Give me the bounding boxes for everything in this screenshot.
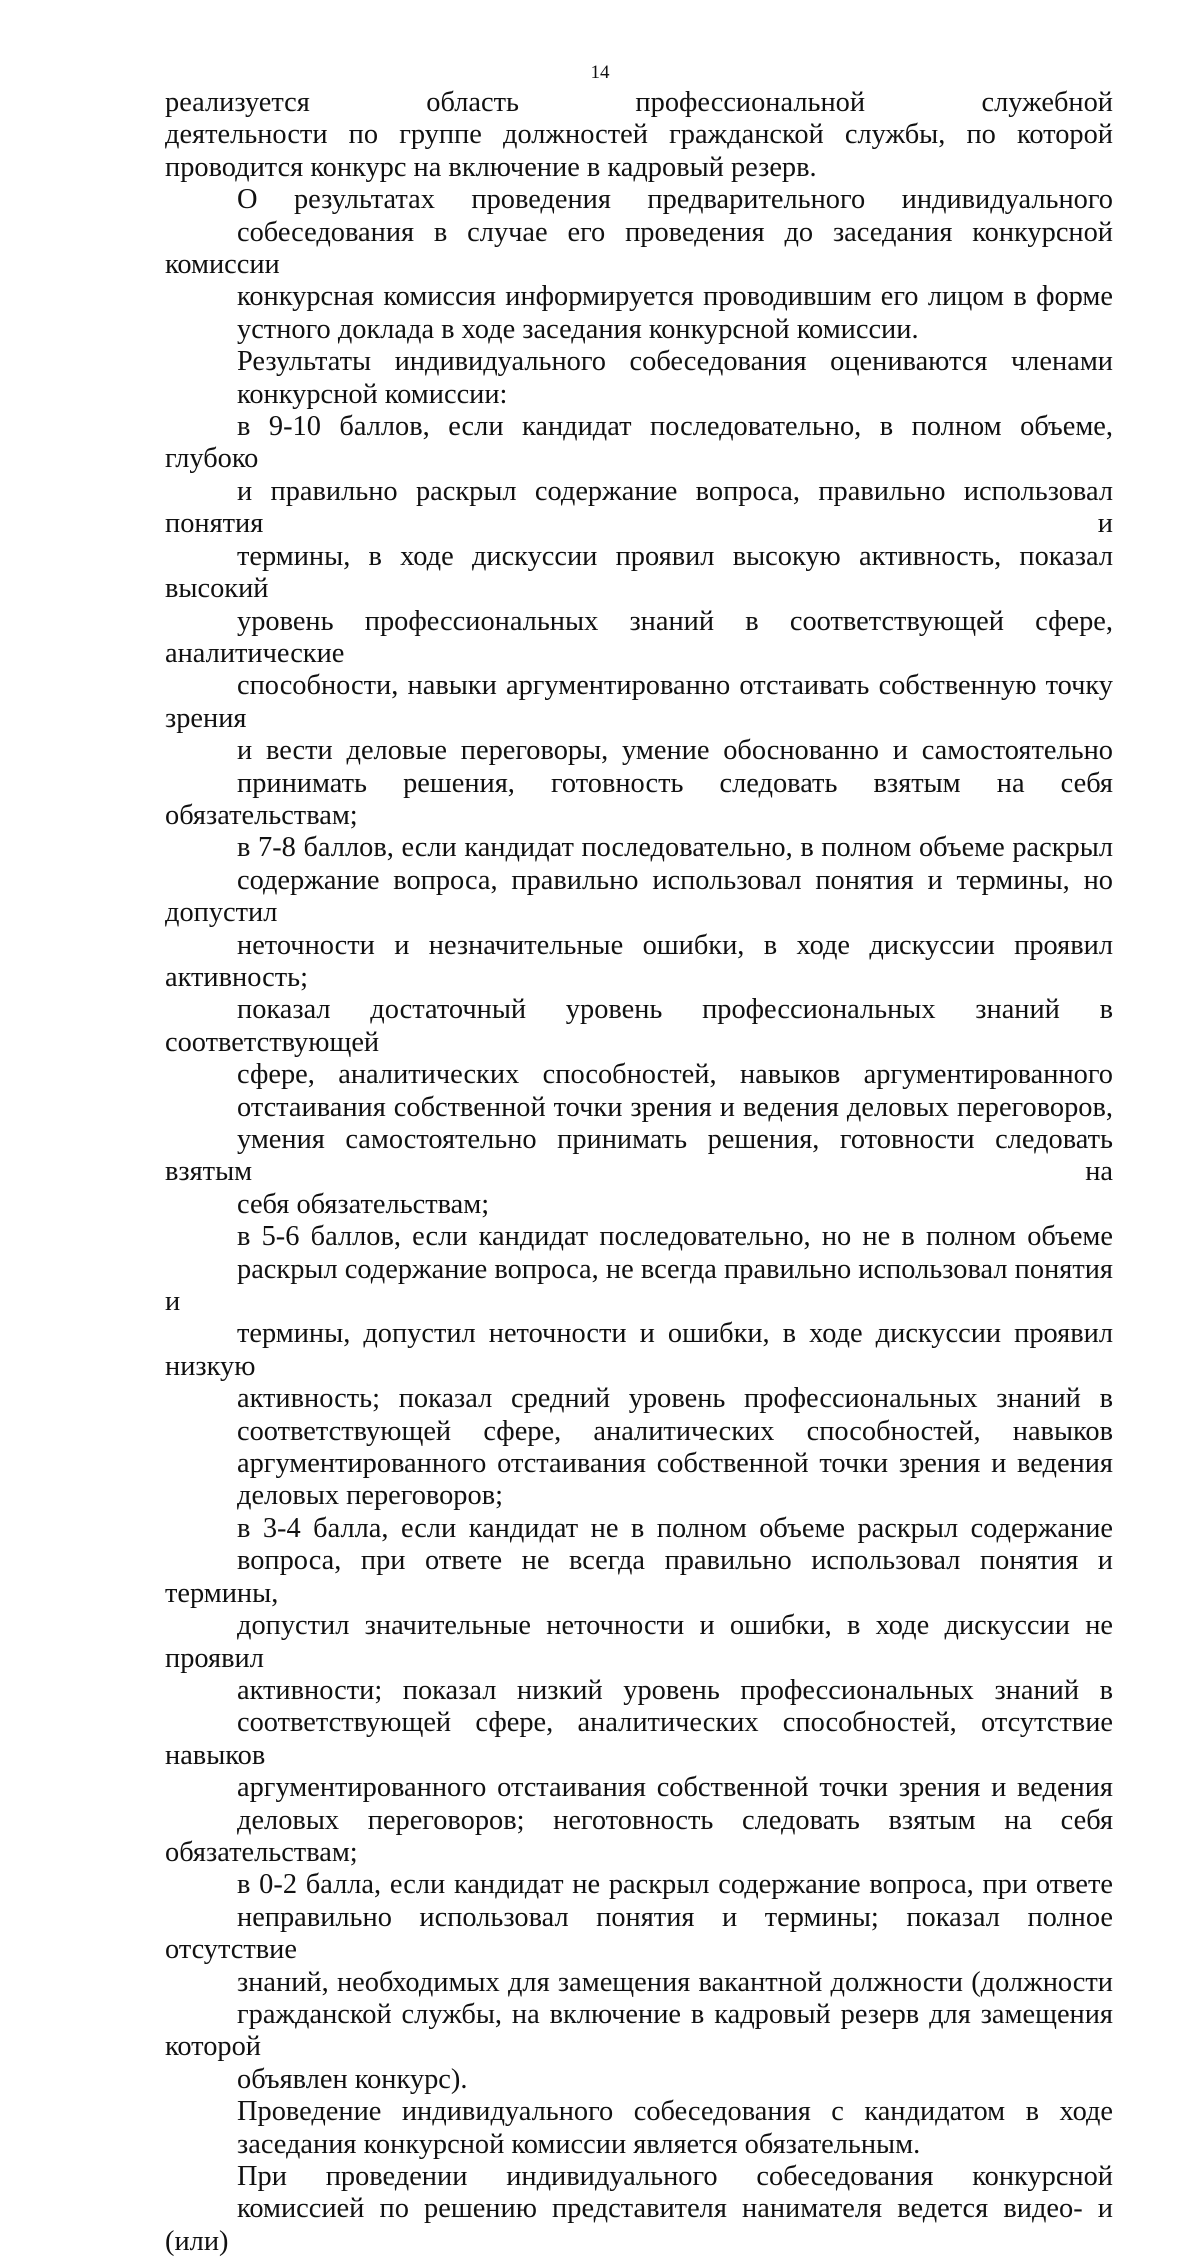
paragraph [165,1869,1113,2096]
text-line: в 5-6 баллов, если кандидат последовательно, но не в полном объеме [237,1221,1113,1253]
text-line: При проведении индивидуального собеседования конкурсной [237,2161,1113,2192]
document-body [165,87,1113,2258]
text-line: себя обязательствам; [237,1188,490,1220]
text-line: активность; показал средний уровень профессиональных знаний в [237,1383,1113,1415]
text-line: деловых переговоров; неготовность следовать взятым на себя обязательствам; [165,1804,1113,1868]
text-line: соответствующей сфере, аналитических способностей, отсутствие навыков [165,1707,1113,1771]
text-line: отстаивания собственной точки зрения и ведения деловых переговоров, [237,1091,1113,1123]
paragraph [165,1221,1113,1513]
text-line: в 0-2 балла, если кандидат не раскрыл содержание вопроса, при ответе [237,1869,1113,1901]
text-line: гражданской службы, на включение в кадровый резерв для замещения которой [165,1998,1113,2063]
text-line: конкурсная комиссия информируется проводившим его лицом в форме [237,281,1113,313]
text-line: соответствующей сфере, аналитических способностей, навыков [237,1415,1113,1447]
text-line: и правильно раскрыл содержание вопроса, правильно использовал понятия и [165,475,1113,540]
text-line: проводится конкурс на включение в кадровый резерв. [165,151,817,183]
text-line: объявлен конкурс). [237,2063,468,2095]
text-line: собеседования в случае его проведения до заседания конкурсной комиссии [165,216,1113,281]
text-line: в 3-4 балла, если кандидат не в полном объеме раскрыл содержание [237,1512,1113,1544]
text-line: активности; показал низкий уровень профессиональных знаний в [237,1674,1113,1706]
paragraph [165,346,1113,411]
text-line: Проведение индивидуального собеседования с кандидатом в ходе [237,2096,1113,2128]
text-line: уровень профессиональных знаний в соответствующей сфере, аналитические [165,605,1113,669]
text-line: в 9-10 баллов, если кандидат последовательно, в полном объеме, глубоко [165,411,1113,475]
paragraph [165,87,1113,184]
paragraph [165,832,1113,1221]
text-line: термины, допустил неточности и ошибки, в ходе дискуссии проявил низкую [165,1318,1113,1382]
text-line: О результатах проведения предварительного индивидуального [237,184,1113,216]
text-line: комиссией по решению представителя нанимателя ведется видео- и (или) [165,2193,1113,2257]
paragraph [165,184,1113,346]
paragraph [165,2161,1113,2258]
paragraph [165,411,1113,832]
text-line: неточности и незначительные ошибки, в ходе дискуссии проявил активность; [165,929,1113,993]
text-line: деятельности по группе должностей гражданской службы, по которой [165,119,1113,151]
text-line: способности, навыки аргументированно отстаивать собственную точку зрения [165,670,1113,734]
text-line: деловых переговоров; [237,1480,503,1512]
text-line: вопроса, при ответе не всегда правильно использовал понятия и термины, [165,1545,1113,1609]
text-line: неправильно использовал понятия и термины; показал полное отсутствие [165,1901,1113,1966]
text-line: термины, в ходе дискуссии проявил высокую активность, показал высокий [165,540,1113,605]
text-line: аргументированного отстаивания собственной точки зрения и ведения [237,1772,1113,1804]
text-line: конкурсной комиссии: [237,378,508,410]
paragraph [165,2096,1113,2161]
text-line: устного доклада в ходе заседания конкурсной комиссии. [237,313,919,345]
text-line: и вести деловые переговоры, умение обоснованно и самостоятельно [237,735,1113,767]
text-line: знаний, необходимых для замещения вакантной должности (должности [237,1966,1113,1998]
text-line: принимать решения, готовность следовать взятым на себя обязательствам; [165,767,1113,831]
text-line: умения самостоятельно принимать решения, готовности следовать взятым на [165,1124,1113,1188]
text-line: раскрыл содержание вопроса, не всегда правильно использовал понятия и [165,1253,1113,1318]
text-line: реализуется область профессиональной служебной [165,87,1113,118]
text-line: Результаты индивидуального собеседования оцениваются членами [237,346,1113,378]
text-line: допустил значительные неточности и ошибки, в ходе дискуссии не проявил [165,1610,1113,1674]
text-line: заседания конкурсной комиссии является обязательным. [237,2128,921,2160]
paragraph [165,1513,1113,1869]
text-line: аргументированного отстаивания собственной точки зрения и ведения [237,1448,1113,1480]
text-line: сфере, аналитических способностей, навыков аргументированного [237,1059,1113,1091]
text-line: содержание вопроса, правильно использовал понятия и термины, но допустил [165,864,1113,929]
page-number: 14 [590,62,610,83]
text-line: в 7-8 баллов, если кандидат последовательно, в полном объеме раскрыл [237,832,1113,864]
text-line: показал достаточный уровень профессиональных знаний в соответствующей [165,994,1113,1058]
